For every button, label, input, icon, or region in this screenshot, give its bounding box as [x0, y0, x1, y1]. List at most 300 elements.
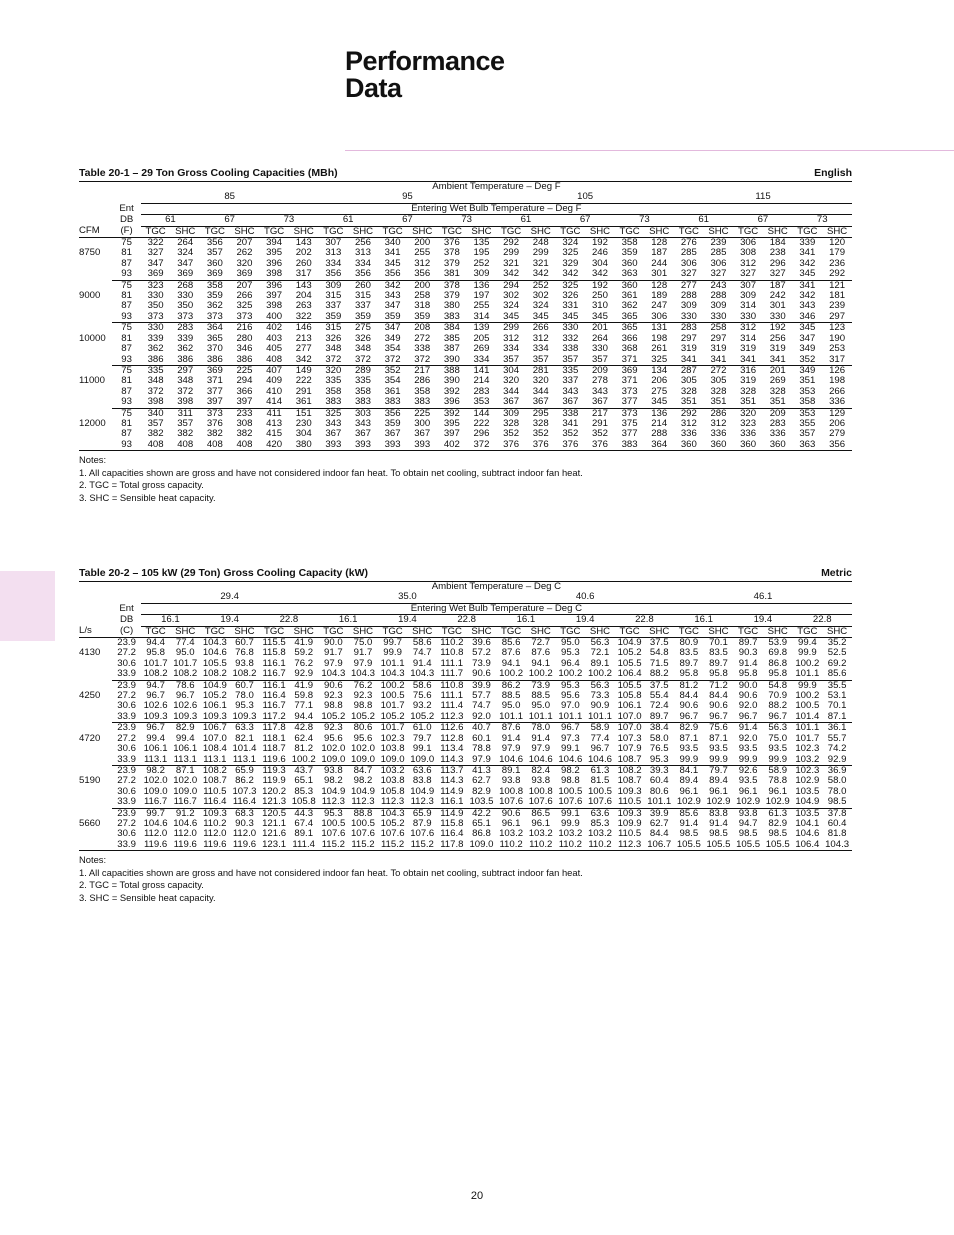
- dry-bulb-value: 81: [121, 376, 132, 387]
- ewb-temp-header: 22.8: [793, 615, 852, 626]
- tgc-value: 105.2: [202, 691, 227, 702]
- tgc-value: 377: [621, 397, 638, 408]
- tgc-value: 98.2: [556, 765, 586, 776]
- shc-value: 330: [769, 311, 786, 322]
- tgc-value: 398: [147, 397, 164, 408]
- shc-value: 255: [473, 301, 490, 312]
- tgc-value: 93.5: [738, 744, 758, 755]
- shc-value: 252: [473, 258, 490, 269]
- tgc-value: 94.1: [501, 658, 521, 669]
- blank-cell: [79, 408, 112, 419]
- shc-value: 116.7: [173, 797, 197, 808]
- table-caption: [79, 566, 852, 580]
- dry-bulb-value: 23.9: [112, 680, 140, 691]
- shc-value: 105.2: [350, 711, 375, 722]
- shc-value: 327: [710, 269, 727, 280]
- tgc-value: 110.5: [203, 786, 227, 797]
- shc-header: SHC: [585, 626, 615, 637]
- tgc-header: TGC: [378, 226, 408, 237]
- shc-value: 65.1: [294, 776, 314, 787]
- tgc-value: 341: [680, 354, 697, 365]
- airflow-value: 9000: [79, 291, 101, 302]
- shc-value: 107.6: [410, 829, 435, 840]
- shc-value: 309: [473, 269, 490, 280]
- tgc-value: 324: [556, 238, 586, 249]
- shc-value: 82.9: [170, 723, 200, 734]
- tgc-value: 328: [503, 418, 520, 429]
- tgc-value: 292: [496, 238, 526, 249]
- tgc-value: 93.5: [679, 744, 699, 755]
- shc-value: 187: [763, 280, 793, 291]
- table-row: [79, 829, 852, 839]
- ewb-temp-header: 19.4: [378, 615, 437, 626]
- shc-value: 342: [532, 269, 549, 280]
- shc-value: 297: [829, 311, 846, 322]
- ambient-temp-header: 105: [496, 192, 674, 203]
- tgc-value: 369: [206, 269, 223, 280]
- shc-value: 311: [170, 408, 200, 419]
- table-row: [79, 638, 852, 649]
- blank-cell: [79, 840, 112, 851]
- shc-value: 53.9: [763, 638, 793, 649]
- tgc-value: 93.8: [733, 808, 763, 819]
- tgc-value: 118.7: [262, 744, 286, 755]
- shc-header: SHC: [644, 626, 674, 637]
- shc-value: 306: [651, 311, 668, 322]
- shc-value: 285: [710, 248, 727, 259]
- shc-value: 37.8: [822, 808, 852, 819]
- shc-value: 84.4: [649, 829, 669, 840]
- shc-value: 75.0: [768, 733, 788, 744]
- shc-value: 238: [769, 248, 786, 259]
- tgc-value: 108.2: [615, 765, 645, 776]
- table-row: [79, 365, 852, 376]
- shc-value: 42.2: [467, 808, 497, 819]
- tgc-value: 345: [562, 311, 579, 322]
- tgc-value: 396: [266, 258, 283, 269]
- shc-value: 58.9: [585, 723, 615, 734]
- tgc-value: 359: [325, 311, 342, 322]
- blank-cell: [79, 712, 112, 723]
- tgc-value: 89.7: [679, 658, 699, 669]
- dry-bulb-value: 87: [121, 344, 132, 355]
- tgc-value: 115.8: [440, 818, 464, 829]
- shc-value: 88.2: [768, 701, 788, 712]
- tgc-header: TGC: [674, 626, 704, 637]
- shc-value: 77.4: [170, 638, 200, 649]
- tgc-value: 380: [443, 301, 460, 312]
- table-row: [79, 691, 852, 701]
- shc-value: 84.4: [709, 691, 728, 702]
- shc-value: 90.9: [590, 701, 610, 712]
- shc-value: 343: [591, 386, 608, 397]
- shc-value: 217: [407, 365, 437, 376]
- shc-value: 397: [236, 397, 253, 408]
- shc-header: SHC: [467, 226, 497, 237]
- shc-value: 281: [526, 365, 556, 376]
- shc-value: 54.8: [649, 648, 669, 659]
- blank-cell: [79, 182, 112, 192]
- shc-value: 206: [651, 376, 668, 387]
- shc-value: 115.2: [407, 840, 437, 851]
- tgc-value: 97.0: [561, 701, 580, 712]
- shc-value: 104.9: [350, 786, 375, 797]
- shc-header: SHC: [704, 226, 734, 237]
- blank-cell: [79, 582, 112, 592]
- tgc-value: 98.5: [679, 829, 699, 840]
- shc-value: 338: [414, 344, 431, 355]
- shc-value: 108.2: [173, 669, 198, 680]
- dry-bulb-value: 30.6: [117, 786, 136, 797]
- shc-value: 320: [532, 376, 549, 387]
- shc-value: 92.9: [294, 669, 314, 680]
- page-number: 20: [470, 1190, 484, 1202]
- shc-value: 93.5: [768, 744, 788, 755]
- tgc-value: 90.0: [319, 638, 349, 649]
- table-row: [79, 701, 852, 711]
- tgc-value: 415: [266, 429, 283, 440]
- dry-bulb-value: 87: [121, 386, 132, 397]
- tgc-value: 106.1: [202, 701, 227, 712]
- ewb-temps-row: [79, 615, 852, 626]
- tgc-value: 320: [733, 408, 763, 419]
- shc-value: 383: [414, 397, 431, 408]
- tgc-value: 98.2: [141, 765, 171, 776]
- tgc-value: 334: [503, 344, 520, 355]
- shc-header: SHC: [348, 626, 378, 637]
- airflow-value: 4720: [79, 733, 101, 744]
- column-header-row: [79, 626, 852, 637]
- table-row: [79, 723, 852, 734]
- shc-value: 107.6: [528, 797, 553, 808]
- ewb-temp-header: 61: [496, 215, 555, 226]
- tgc-value: 376: [556, 440, 586, 451]
- tgc-value: 390: [443, 354, 460, 365]
- tgc-value: 330: [147, 291, 164, 302]
- airflow-value: 5660: [79, 818, 101, 829]
- tgc-value: 357: [147, 418, 164, 429]
- tgc-value: 81.2: [674, 680, 704, 691]
- tgc-value: 321: [503, 258, 520, 269]
- shc-value: 77.4: [590, 733, 610, 744]
- tgc-value: 92.0: [738, 733, 758, 744]
- shc-value: 101.4: [232, 744, 257, 755]
- tgc-value: 309: [740, 291, 757, 302]
- tgc-value: 100.2: [378, 680, 408, 691]
- shc-value: 135: [467, 238, 497, 249]
- tgc-value: 120.2: [262, 786, 287, 797]
- shc-value: 39.3: [644, 765, 674, 776]
- tgc-value: 116.4: [203, 797, 227, 808]
- shc-value: 225: [230, 365, 260, 376]
- ewb-temp-header: 61: [319, 215, 378, 226]
- shc-header: SHC: [822, 226, 852, 237]
- shc-value: 320: [236, 258, 253, 269]
- shc-value: 369: [236, 269, 253, 280]
- shc-value: 136: [644, 408, 674, 419]
- shc-value: 95.8: [709, 669, 728, 680]
- tgc-value: 102.3: [793, 765, 823, 776]
- shc-value: 80.6: [348, 723, 378, 734]
- tgc-value: 98.5: [738, 829, 758, 840]
- shc-value: 367: [414, 429, 431, 440]
- tgc-value: 344: [503, 386, 520, 397]
- shc-value: 100.5: [587, 786, 612, 797]
- entering-wet-bulb-label: Entering Wet Bulb Temperature – Deg F: [141, 203, 852, 214]
- shc-value: 93.2: [412, 701, 432, 712]
- shc-value: 301: [651, 269, 668, 280]
- tgc-value: 409: [266, 376, 283, 387]
- shc-value: 222: [295, 376, 312, 387]
- tgc-value: 345: [793, 323, 823, 334]
- tgc-value: 343: [325, 418, 342, 429]
- shc-value: 101.1: [528, 711, 553, 722]
- entering-wet-bulb-label: Entering Wet Bulb Temperature – Deg C: [141, 603, 852, 614]
- blank-cell: [79, 387, 112, 397]
- shc-value: 60.4: [827, 818, 847, 829]
- tgc-value: 335: [556, 365, 586, 376]
- dry-bulb-value: 81: [121, 333, 132, 344]
- ewb-temp-header: 22.8: [615, 615, 674, 626]
- shc-value: 308: [236, 418, 253, 429]
- shc-value: 103.2: [528, 829, 553, 840]
- blank-cell: [79, 829, 112, 839]
- tgc-value: 115.8: [262, 648, 286, 659]
- blank-cell: [79, 659, 112, 669]
- tgc-value: 107.6: [558, 797, 583, 808]
- tgc-value: 91.4: [733, 723, 763, 734]
- shc-value: 255: [414, 248, 431, 259]
- shc-value: 75.6: [412, 691, 432, 702]
- tgc-value: 113.1: [143, 754, 168, 765]
- shc-value: 60.1: [472, 733, 491, 744]
- tgc-value: 92.3: [319, 723, 349, 734]
- tgc-value: 377: [621, 429, 638, 440]
- shc-value: 366: [236, 386, 253, 397]
- shc-value: 280: [236, 333, 253, 344]
- shc-header: SHC: [763, 226, 793, 237]
- shc-value: 192: [763, 323, 793, 334]
- shc-value: 91.4: [531, 733, 551, 744]
- ewb-temp-header: 61: [141, 215, 200, 226]
- shc-value: 286: [704, 408, 734, 419]
- tgc-value: 334: [325, 258, 342, 269]
- metric-capacity-table: [79, 582, 852, 851]
- shc-value: 128: [644, 238, 674, 249]
- tgc-value: 113.1: [203, 754, 227, 765]
- table-row: [79, 429, 852, 439]
- english-capacity-table: [79, 182, 852, 451]
- tgc-value: 95.3: [556, 680, 586, 691]
- ewb-temp-header: 67: [733, 215, 792, 226]
- tgc-value: 100.2: [795, 658, 820, 669]
- shc-value: 71.5: [649, 658, 669, 669]
- tgc-value: 112.3: [321, 797, 345, 808]
- tgc-value: 109.0: [143, 786, 168, 797]
- shc-value: 56.3: [763, 723, 793, 734]
- shc-value: 82.4: [526, 765, 556, 776]
- shc-value: 408: [230, 440, 260, 451]
- blank-cell: [79, 238, 112, 249]
- dry-bulb-value: 23.9: [112, 723, 140, 734]
- tgc-value: 356: [378, 408, 408, 419]
- tgc-value: 115.2: [378, 840, 408, 851]
- shc-value: 373: [236, 311, 253, 322]
- shc-value: 131: [644, 323, 674, 334]
- tgc-value: 91.7: [324, 648, 343, 659]
- shc-value: 334: [354, 258, 371, 269]
- table-row: [79, 248, 852, 258]
- tgc-value: 314: [740, 333, 757, 344]
- tgc-value: 110.2: [203, 818, 227, 829]
- tgc-value: 383: [325, 397, 342, 408]
- shc-value: 208: [407, 323, 437, 334]
- tgc-value: 96.7: [141, 723, 171, 734]
- shc-header: SHC: [170, 626, 200, 637]
- tgc-header: TGC: [733, 226, 763, 237]
- tgc-value: 99.1: [561, 744, 580, 755]
- shc-value: 102.9: [706, 797, 731, 808]
- shc-value: 60.4: [649, 776, 669, 787]
- shc-value: 369: [177, 269, 194, 280]
- shc-value: 104.3: [350, 669, 375, 680]
- shc-value: 89.1: [590, 658, 610, 669]
- shc-header: SHC: [822, 626, 852, 637]
- tgc-value: 388: [437, 365, 467, 376]
- shc-value: 266: [829, 386, 846, 397]
- shc-value: 59.2: [294, 648, 314, 659]
- shc-value: 108.2: [232, 669, 257, 680]
- tgc-value: 341: [384, 248, 401, 259]
- tgc-value: 102.6: [143, 701, 168, 712]
- shc-header: SHC: [407, 626, 437, 637]
- tgc-value: 91.4: [679, 818, 699, 829]
- tgc-value: 101.7: [378, 723, 408, 734]
- ambient-temp-header: 35.0: [319, 592, 497, 603]
- tgc-value: 324: [503, 301, 520, 312]
- tgc-value: 341: [793, 280, 823, 291]
- shc-value: 305: [710, 376, 727, 387]
- tgc-value: 308: [740, 248, 757, 259]
- tgc-value: 325: [319, 408, 349, 419]
- shc-value: 78.0: [827, 786, 847, 797]
- tgc-value: 348: [147, 376, 164, 387]
- tgc-value: 365: [621, 311, 638, 322]
- tgc-value: 359: [384, 311, 401, 322]
- tgc-value: 109.3: [615, 808, 645, 819]
- shc-value: 56.3: [585, 680, 615, 691]
- shc-value: 44.3: [289, 808, 319, 819]
- tgc-value: 109.0: [321, 754, 346, 765]
- tgc-value: 394: [259, 238, 289, 249]
- tgc-value: 105.5: [202, 658, 227, 669]
- tgc-value: 312: [503, 333, 520, 344]
- note-line: 2. TGC = Total gross capacity.: [79, 479, 204, 491]
- tgc-value: 366: [621, 333, 638, 344]
- tgc-value: 106.4: [617, 669, 642, 680]
- blank-cell: [79, 669, 112, 680]
- shc-value: 109.0: [410, 754, 435, 765]
- tgc-value: 100.2: [558, 669, 583, 680]
- shc-value: 119.6: [230, 840, 260, 851]
- tgc-value: 362: [621, 301, 638, 312]
- page-title-line-2: Data: [345, 73, 402, 103]
- ent-label: Ent: [119, 603, 134, 614]
- tgc-value: 110.8: [440, 648, 464, 659]
- shc-value: 91.7: [353, 648, 373, 659]
- tgc-value: 110.2: [556, 840, 586, 851]
- tgc-value: 85.6: [674, 808, 704, 819]
- shc-value: 107.3: [232, 786, 257, 797]
- shc-value: 367: [532, 397, 549, 408]
- shc-value: 126: [822, 365, 852, 376]
- tgc-value: 96.1: [679, 786, 699, 797]
- tgc-value: 100.5: [321, 818, 346, 829]
- tgc-value: 112.0: [203, 829, 227, 840]
- ewb-temp-header: 73: [259, 215, 318, 226]
- tgc-value: 107.0: [615, 723, 645, 734]
- tgc-value: 341: [562, 418, 579, 429]
- table-caption: [79, 166, 852, 180]
- shc-value: 96.1: [709, 786, 728, 797]
- tgc-value: 107.0: [202, 733, 227, 744]
- tgc-value: 381: [443, 269, 460, 280]
- airflow-value: 4130: [79, 648, 101, 659]
- shc-value: 134: [644, 365, 674, 376]
- tgc-value: 315: [325, 291, 342, 302]
- tgc-value: 405: [266, 344, 283, 355]
- tgc-value: 356: [384, 269, 401, 280]
- tgc-value: 111.7: [440, 669, 464, 680]
- tgc-value: 285: [680, 248, 697, 259]
- tgc-value: 114.9: [437, 808, 467, 819]
- shc-value: 100.8: [528, 786, 553, 797]
- tgc-value: 103.5: [793, 808, 823, 819]
- tgc-value: 121.6: [262, 829, 287, 840]
- tgc-value: 107.6: [380, 829, 405, 840]
- blank-cell: [79, 638, 112, 649]
- shc-value: 275: [348, 323, 378, 334]
- tgc-value: 315: [319, 323, 349, 334]
- tgc-value: 341: [740, 354, 757, 365]
- shc-value: 63.3: [230, 723, 260, 734]
- tgc-value: 354: [384, 376, 401, 387]
- shc-value: 408: [170, 440, 200, 451]
- tgc-value: 101.1: [795, 669, 820, 680]
- dry-bulb-value: 33.9: [112, 840, 140, 851]
- shc-value: 113.1: [173, 754, 197, 765]
- shc-value: 204: [295, 291, 312, 302]
- shc-value: 87.1: [709, 733, 728, 744]
- shc-value: 326: [354, 333, 371, 344]
- tgc-value: 105.2: [321, 711, 346, 722]
- shc-value: 372: [414, 354, 431, 365]
- shc-value: 275: [651, 386, 668, 397]
- shc-value: 58.0: [827, 776, 847, 787]
- shc-value: 42.8: [289, 723, 319, 734]
- shc-value: 112.0: [173, 829, 197, 840]
- tgc-value: 113.7: [437, 765, 467, 776]
- shc-value: 283: [473, 386, 490, 397]
- tgc-value: 358: [200, 280, 230, 291]
- tgc-value: 114.3: [440, 754, 464, 765]
- shc-value: 73.9: [526, 680, 556, 691]
- ewb-temp-header: 73: [437, 215, 496, 226]
- dry-bulb-value: 33.9: [117, 754, 136, 765]
- tgc-value: 331: [562, 301, 579, 312]
- shc-value: 357: [177, 418, 194, 429]
- shc-value: 103.5: [469, 797, 494, 808]
